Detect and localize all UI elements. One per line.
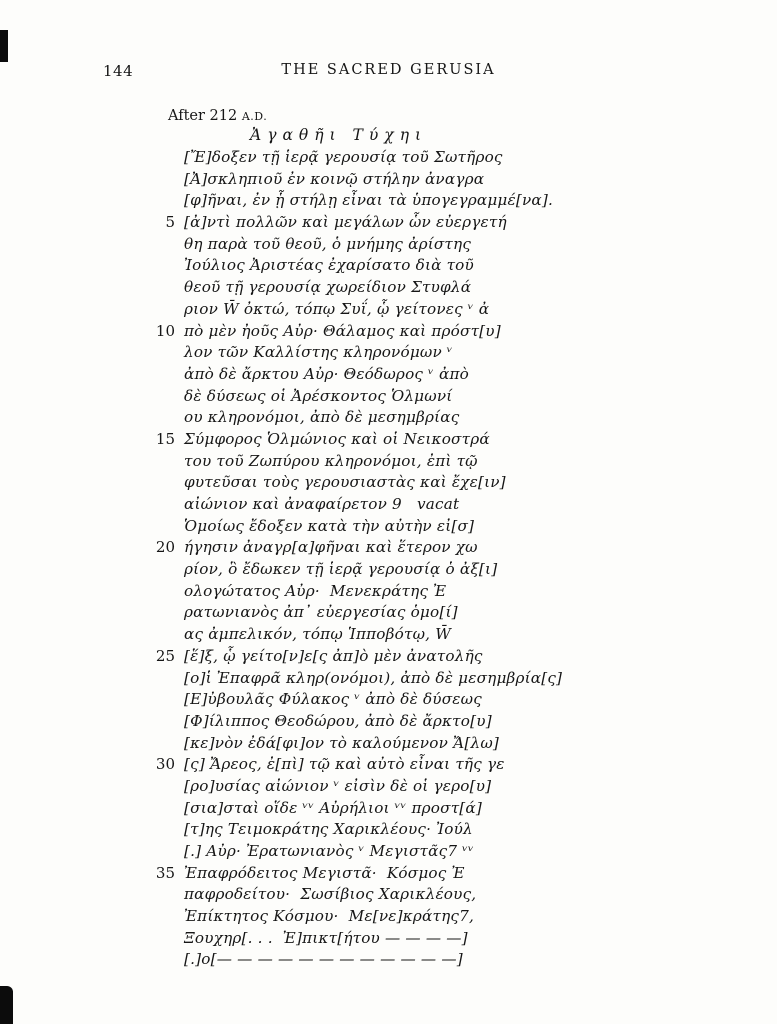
inscription-line <box>145 495 705 517</box>
line-text: ολογώτατος Αὐρ· Μενεκράτης Ἐ <box>184 581 447 600</box>
inscription-line <box>145 690 705 712</box>
inscription-line <box>145 191 705 213</box>
line-text: ρίον, ὃ ἔδωκεν τῇ ἱερᾷ γερουσίᾳ ὁ ἀξ[ι] <box>184 560 498 579</box>
line-text: αἰώνιον καὶ ἀναφαίρετον 9 vacat <box>184 495 460 513</box>
inscription-line <box>145 950 705 972</box>
inscription <box>145 126 705 972</box>
line-text: Ἐπαφρόδειτος Μεγιστᾶ· Κόσμος Ἐ <box>184 863 465 882</box>
inscription-line <box>145 777 705 799</box>
line-text: [τ]ης Τειμοκράτης Χαρικλέους· Ἰούλ <box>184 820 473 839</box>
line-text: [Ε]ὐβουλᾶς Φύλακος ᵛ ἀπὸ δὲ δύσεως <box>184 690 482 709</box>
line-text: ἀπὸ δὲ ἄρκτου Αὐρ· Θεόδωρος ᵛ ἀπὸ <box>184 364 470 383</box>
line-text: δὲ δύσεως οἱ Ἀρέσκοντος Ὁλμωνί <box>184 386 453 405</box>
scan-artifact-top-left <box>0 30 8 62</box>
line-text: Ἰούλιος Ἀριστέας ἐχαρίσατο διὰ τοῦ <box>184 256 474 275</box>
line-text: ήγησιν ἀναγρ[α]φῆναι καὶ ἕτερον χω <box>184 538 478 557</box>
inscription-line <box>145 430 705 452</box>
inscription-line <box>145 625 705 647</box>
inscription-line <box>145 387 705 409</box>
inscription-line <box>145 322 705 344</box>
line-text: ου κληρονόμοι, ἀπὸ δὲ μεσημβρίας <box>184 408 460 427</box>
scan-artifact-bottom-left <box>0 986 13 1024</box>
inscription-line <box>145 929 705 951</box>
inscription-line <box>145 820 705 842</box>
inscription-line <box>145 842 705 864</box>
line-text: [Ἔ]δοξεν τῇ ἱερᾷ γερουσίᾳ τοῦ Σωτῆρος <box>184 148 503 166</box>
line-text: [σια]σταὶ οἵδε ᵛᵛ Αὐρήλιοι ᵛᵛ προστ[ά] <box>184 798 483 817</box>
line-text: Ξουχηρ[. . . Ἐ]πικτ[ήτου — — — —] <box>184 928 468 947</box>
line-text: ας ἀμπελικόν, τόπῳ Ἱπποβότῳ, W̄ <box>184 625 452 644</box>
line-text: ρατωνιανὸς ἀπ᾽ εὐεργεσίας ὁμο[ί] <box>184 603 458 622</box>
line-text: παφροδείτου· Σωσίβιος Χαρικλέους, <box>184 885 477 904</box>
date-note <box>168 108 267 124</box>
line-number: 25 <box>155 646 175 665</box>
inscription-heading: Ἀγαθῆι Τύχηι <box>250 126 428 144</box>
inscription-line <box>145 799 705 821</box>
line-number: 5 <box>165 213 175 232</box>
line-text: [φ]ῆναι, ἐν ᾗ στήλῃ εἶναι τὰ ὑπογεγραμμέ[να]. <box>184 191 554 210</box>
line-text: λον τῶν Καλλίστης κληρονόμων ᵛ <box>184 343 453 362</box>
line-number: 15 <box>155 429 175 448</box>
line-number: 10 <box>155 321 175 340</box>
line-text: θεοῦ τῇ γερουσίᾳ χωρείδιον Στυφλά <box>184 278 472 297</box>
inscription-line <box>145 582 705 604</box>
line-number: 35 <box>155 863 175 882</box>
line-text: Ἐπίκτητος Κόσμου· Με[νε]κράτης7, <box>184 907 474 926</box>
inscription-line <box>145 517 705 539</box>
inscription-lines <box>145 148 705 972</box>
inscription-line <box>145 256 705 278</box>
inscription-line <box>145 473 705 495</box>
inscription-line <box>145 755 705 777</box>
inscription-line <box>145 365 705 387</box>
line-text: [ἕ]ξ, ᾧ γείτο[ν]ε[ς ἀπ]ὸ μὲν ἀνατολῆς <box>184 646 483 665</box>
line-text: [.] Αὐρ· Ἐρατωνιανὸς ᵛ Μεγιστᾶς7 ᵛᵛ <box>184 842 474 860</box>
line-text: [Ἀ]σκληπιοῦ ἐν κοινῷ στήλην ἀναγρα <box>184 169 485 188</box>
line-number: 20 <box>155 538 175 557</box>
line-text: [κε]νὸν ἐδά[φι]ον τὸ καλούμενον Ἄ[λω] <box>184 733 500 752</box>
inscription-line <box>145 235 705 257</box>
inscription-line <box>145 647 705 669</box>
inscription-line <box>145 734 705 756</box>
line-text: Ὁμοίως ἔδοξεν κατὰ τὴν αὐτὴν εἰ[σ] <box>184 516 475 535</box>
line-text: [Φ]ίλιππος Θεοδώρου, ἀπὸ δὲ ἄρκτο[υ] <box>184 711 492 730</box>
inscription-line <box>145 452 705 474</box>
line-text: ριον W̄ ὀκτώ, τόπῳ Συΐ, ᾧ γείτονες ᵛ ἀ <box>184 299 490 318</box>
line-number: 30 <box>155 755 175 774</box>
inscription-line <box>145 538 705 560</box>
page-number: 144 <box>103 62 134 80</box>
line-text: Σύμφορος Ὁλμώνιος καὶ οἱ Νεικοστρά <box>184 429 490 448</box>
inscription-line <box>145 864 705 886</box>
inscription-line <box>145 408 705 430</box>
inscription-line <box>145 148 705 170</box>
line-text: [ο]ἱ Ἐπαφρᾶ κληρ(ονόμοι), ἀπὸ δὲ μεσημβρία[ς] <box>184 668 563 687</box>
line-text: [ς] Ἄρεος, ἐ[πὶ] τῷ καὶ αὐτὸ εἶναι τῆς γε <box>184 755 505 774</box>
inscription-line <box>145 907 705 929</box>
inscription-line <box>145 712 705 734</box>
page-title: THE SACRED GERUSIA <box>281 62 496 78</box>
date-note-text: After 212 <box>168 108 238 124</box>
inscription-line <box>145 343 705 365</box>
line-text: φυτεῦσαι τοὺς γερουσιαστὰς καὶ ἔχε[ιν] <box>184 473 506 492</box>
line-text: πὸ μὲν ἠοῦς Αὐρ· Θάλαμος καὶ πρόστ[υ] <box>184 321 501 340</box>
line-text: [ἀ]ντὶ πολλῶν καὶ μεγάλων ὧν εὐεργετή <box>184 213 507 232</box>
inscription-line <box>145 170 705 192</box>
inscription-line <box>145 560 705 582</box>
line-text: του τοῦ Ζωπύρου κληρονόμοι, ἐπὶ τῷ <box>184 451 478 470</box>
inscription-line <box>145 885 705 907</box>
inscription-line <box>145 213 705 235</box>
date-note-era: A.D. <box>241 110 268 123</box>
inscription-line <box>145 278 705 300</box>
inscription-line <box>145 669 705 691</box>
inscription-line <box>145 300 705 322</box>
line-text: [ρο]υσίας αἰώνιον ᵛ εἰσὶν δὲ οἱ γερο[υ] <box>184 776 492 795</box>
line-text: [.]ο[— — — — — — — — — — — —] <box>184 950 463 969</box>
inscription-line <box>145 603 705 625</box>
line-text: θη παρὰ τοῦ θεοῦ, ὁ μνήμης ἀρίστης <box>184 234 472 253</box>
